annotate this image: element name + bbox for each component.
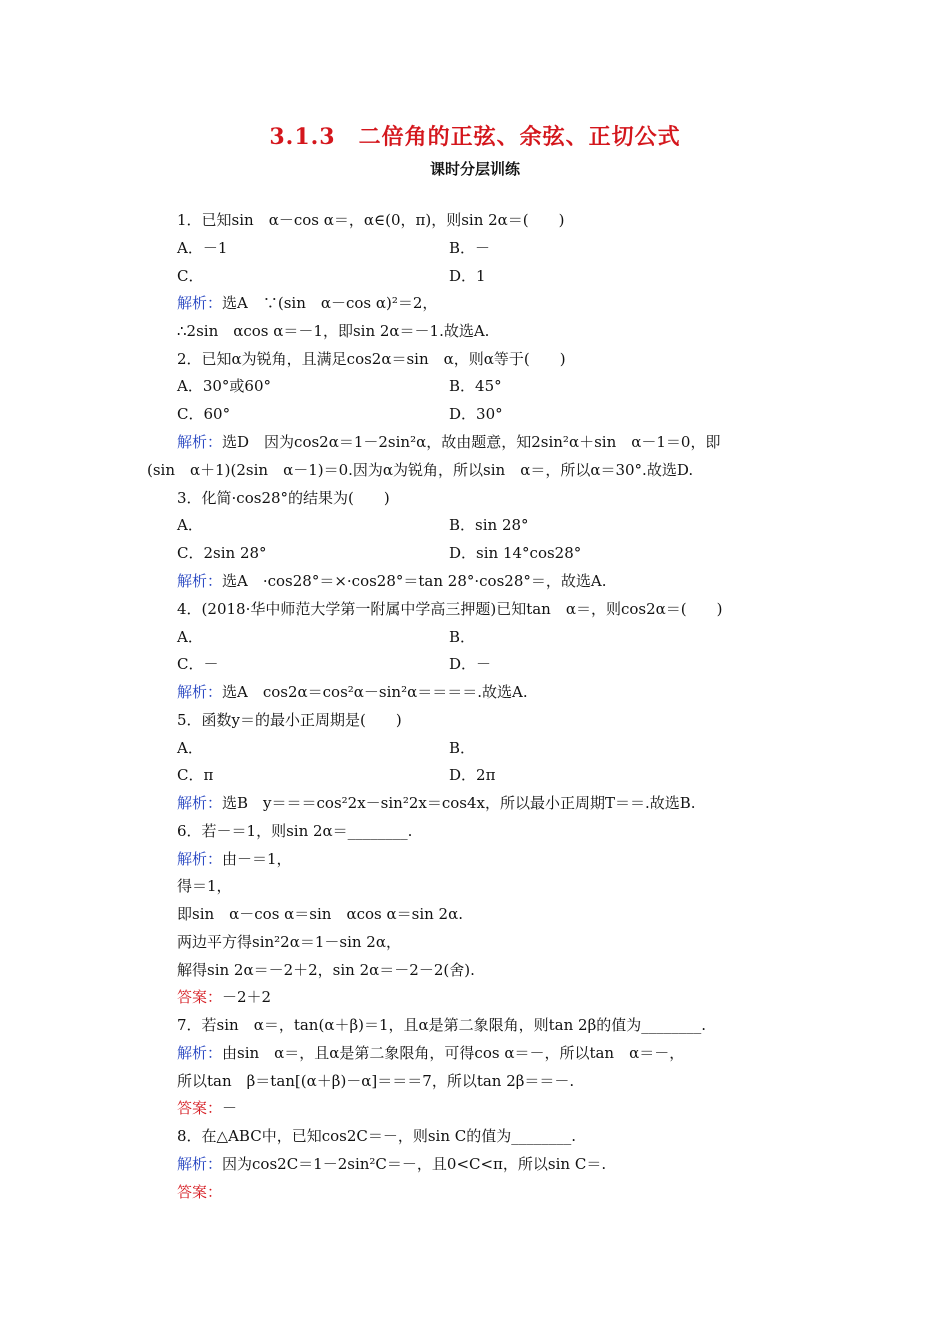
q4-option-c: C．－: [177, 655, 219, 673]
q2-option-d: D．30°: [449, 405, 503, 423]
q3-solution-text: 选A ·cos28°＝×·cos28°＝tan 28°·cos28°＝，故选A.: [222, 572, 607, 590]
q1-option-a: A．－1: [177, 239, 228, 257]
q3-stem: 3．化简·cos28°的结果为( ): [177, 489, 390, 507]
q1-option-b: B．－: [449, 239, 491, 257]
q5-option-c: C．π: [177, 766, 214, 784]
q2-stem: 2．已知α为锐角，且满足cos2α＝sin α，则α等于( ): [177, 350, 566, 368]
q7-solution-text: 由sin α＝，且α是第二象限角，可得cos α＝－，所以tan α＝－，: [222, 1044, 685, 1062]
q4-solution-line: [177, 681, 528, 703]
q6-solution-line-4: 两边平方得sin²2α＝1－sin 2α，: [177, 933, 401, 951]
q8-answer-line: [177, 1181, 222, 1203]
q5-option-d: D．2π: [449, 766, 496, 784]
q5-solution-line: [177, 792, 696, 814]
q3-option-b: B．sin 28°: [449, 516, 529, 534]
q6-solution-line-2: 得＝1，: [177, 877, 232, 895]
q1-solution-text: 选A ∵(sin α－cos α)²＝2，: [222, 294, 438, 312]
q7-answer-line: [177, 1097, 237, 1119]
q4-option-d: D．－: [449, 655, 492, 673]
q8-stem: 8．在△ABC中，已知cos2C＝－，则sin C的值为________.: [177, 1127, 577, 1145]
q6-solution-line-5: 解得sin 2α＝－2＋2，sin 2α＝－2－2(舍).: [177, 961, 475, 979]
q7-solution-line-2: 所以tan β＝tan[(α＋β)－α]＝＝＝7，所以tan 2β＝＝－.: [177, 1072, 575, 1090]
q2-solution-text: 选D 因为cos2α＝1－2sin²α，故由题意，知2sin²α＋sin α－1＝0，即: [222, 433, 721, 451]
q3-option-a: A．: [177, 516, 203, 534]
q6-solution-line-3: 即sin α－cos α＝sin αcos α＝sin 2α.: [177, 905, 463, 923]
q3-option-c: C．2sin 28°: [177, 544, 267, 562]
q2-option-a: A．30°或60°: [177, 377, 272, 395]
q2-option-c: C．60°: [177, 405, 231, 423]
analysis-label: 解析：: [177, 294, 223, 312]
q1-solution-line-2: ∴2sin αcos α＝－1，即sin 2α＝－1.故选A.: [177, 322, 490, 340]
analysis-label: 解析：: [177, 794, 223, 812]
analysis-label: 解析：: [177, 433, 223, 451]
q1-solution-line: [177, 292, 437, 314]
q5-stem: 5．函数y＝的最小正周期是( ): [177, 711, 402, 729]
q6-solution-line: [177, 848, 292, 870]
q6-answer-text: －2＋2: [222, 988, 272, 1006]
q7-answer-text: －: [222, 1099, 238, 1117]
q3-option-d: D．sin 14°cos28°: [449, 544, 582, 562]
q2-solution-line-2: (sin α＋1)(2sin α－1)＝0.因为α为锐角，所以sin α＝，所以α＝30°.故选D.: [147, 461, 694, 479]
q8-solution-text: 因为cos2C＝1－2sin²C＝－，且0<C<π，所以sin C＝.: [222, 1155, 607, 1173]
analysis-label: 解析：: [177, 1155, 223, 1173]
q3-solution-line: [177, 570, 606, 592]
q4-solution-text: 选A cos2α＝cos²α－sin²α＝＝＝＝.故选A.: [222, 683, 528, 701]
analysis-label: 解析：: [177, 572, 223, 590]
analysis-label: 解析：: [177, 1044, 223, 1062]
q5-solution-text: 选B y＝＝＝cos²2x－sin²2x＝cos4x，所以最小正周期T＝＝.故选B.: [222, 794, 696, 812]
analysis-label: 解析：: [177, 683, 223, 701]
q1-option-d: D．1: [449, 267, 486, 285]
answer-label: 答案：: [177, 988, 223, 1006]
analysis-label: 解析：: [177, 850, 223, 868]
page-subtitle: 课时分层训练: [429, 160, 520, 178]
answer-label: 答案：: [177, 1099, 223, 1117]
q4-option-b: B．: [449, 628, 476, 646]
page-title: 3.1.3 二倍角的正弦、余弦、正切公式: [269, 124, 681, 150]
q2-solution-line: [177, 431, 720, 453]
q7-stem: 7．若sin α＝，tan(α＋β)＝1，且α是第二象限角，则tan 2β的值为________.: [177, 1016, 707, 1034]
q7-solution-line: [177, 1042, 684, 1064]
q4-stem: 4．(2018·华中师范大学第一附属中学高三押题)已知tan α＝，则cos2α＝( ): [177, 600, 723, 618]
q6-solution-text: 由－＝1，: [222, 850, 292, 868]
q1-option-c: C．: [177, 267, 204, 285]
q5-option-a: A．: [177, 739, 203, 757]
answer-label: 答案：: [177, 1183, 223, 1201]
q4-option-a: A．: [177, 628, 203, 646]
q2-option-b: B．45°: [449, 377, 502, 395]
q1-stem: 1．已知sin α－cos α＝，α∈(0，π)，则sin 2α＝( ): [177, 211, 565, 229]
q5-option-b: B．: [449, 739, 476, 757]
q8-solution-line: [177, 1153, 606, 1175]
q6-answer-line: [177, 986, 271, 1008]
q6-stem: 6．若－＝1，则sin 2α＝________.: [177, 822, 413, 840]
